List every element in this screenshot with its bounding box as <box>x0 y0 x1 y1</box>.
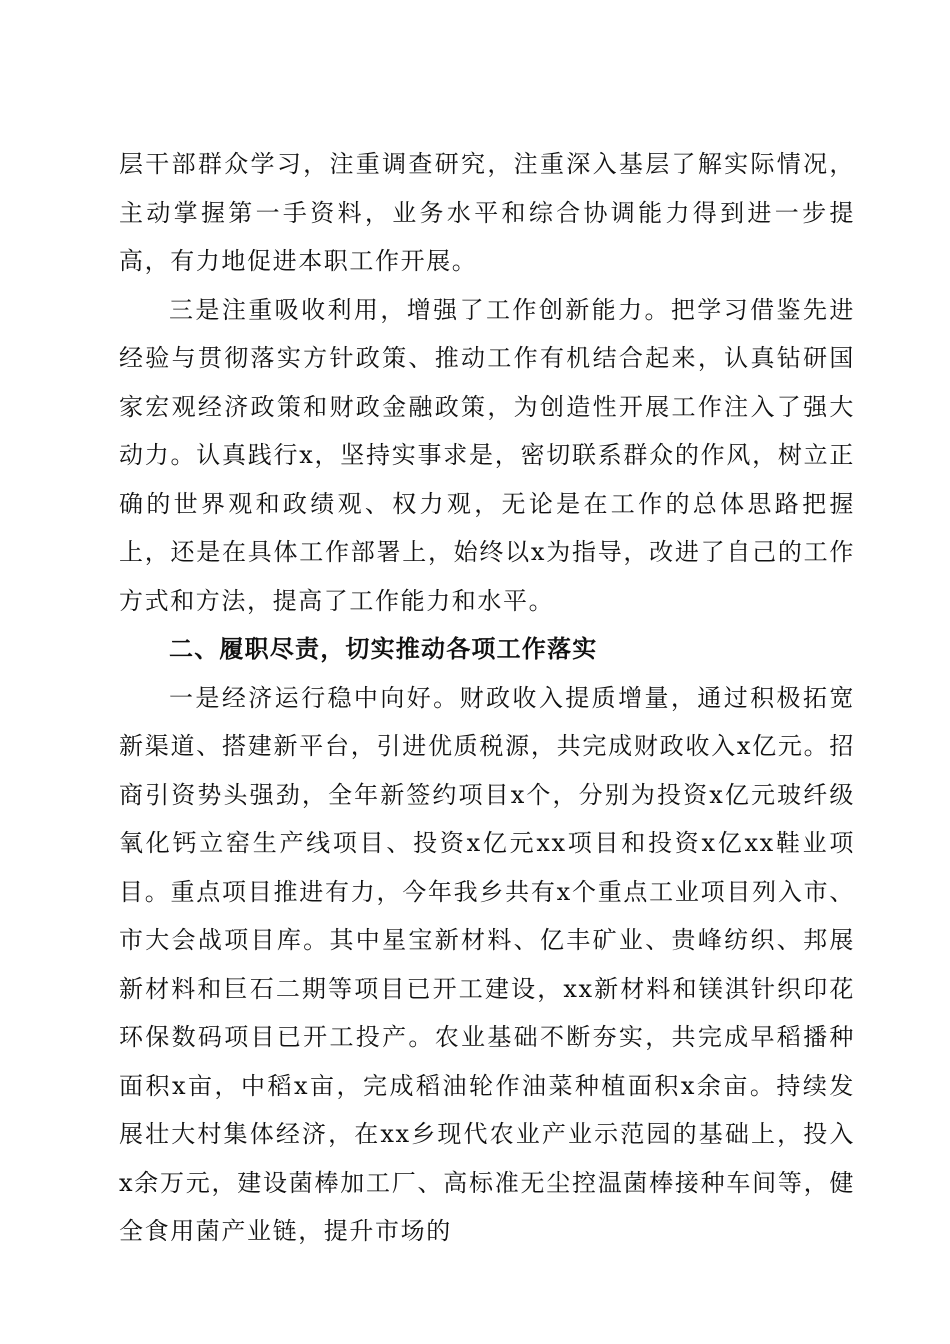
paragraph-economy: 一是经济运行稳中向好。财政收入提质增量，通过积极拓宽新渠道、搭建新平台，引进优质税源，共完成财政收入x亿元。招商引资势头强劲，全年新签约项目x个，分别为投资x亿元玻纤级氧化钙立窑生产线项目、投资x亿元xx项目和投资x亿xx鞋业项目。重点项目推进有力，今年我乡共有x个重点工业项目列入市、市大会战项目库。其中星宝新材料、亿丰矿业、贵峰纺织、邦展新材料和巨石二期等项目已开工建设，xx新材料和镁淇针织印花环保数码项目已开工投产。农业基础不断夯实，共完成早稻播种面积x亩，中稻x亩，完成稻油轮作油菜种植面积x余亩。持续发展壮大村集体经济，在xx乡现代农业产业示范园的基础上，投入x余万元，建设菌棒加工厂、高标准无尘控温菌棒接种车间等，健全食用菌产业链，提升市场的 <box>119 683 855 1245</box>
document-body <box>119 140 855 1256</box>
section-heading: 二、履职尽责，切实推动各项工作落实 <box>169 635 598 663</box>
paragraph-continued: 层干部群众学习，注重调查研究，注重深入基层了解实际情况，主动掌握第一手资料，业务水平和综合协调能力得到进一步提高，有力地促进本职工作开展。 <box>119 150 855 275</box>
paragraph-innovation: 三是注重吸收利用，增强了工作创新能力。把学习借鉴先进经验与贯彻落实方针政策、推动工作有机结合起来，认真钻研国家宏观经济政策和财政金融政策，为创造性开展工作注入了强大动力。认真践行x，坚持实事求是，密切联系群众的作风，树立正确的世界观和政绩观、权力观，无论是在工作的总体思路把握上，还是在具体工作部署上，始终以x为指导，改进了自己的工作方式和方法，提高了工作能力和水平。 <box>119 295 855 615</box>
